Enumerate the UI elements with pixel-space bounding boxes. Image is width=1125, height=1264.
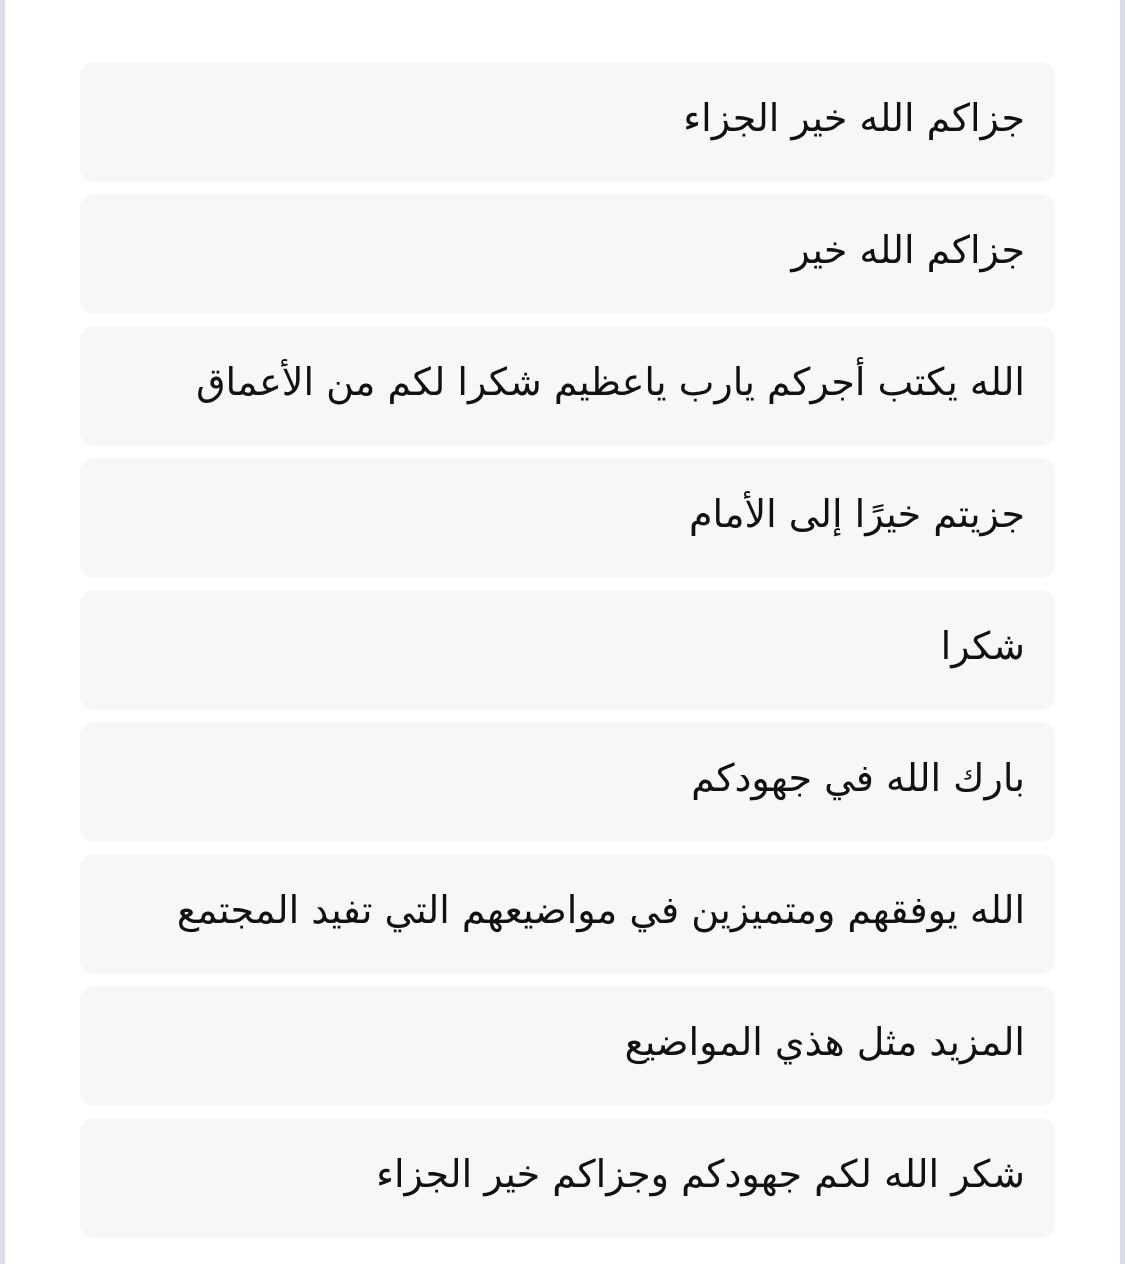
suggestion-chip[interactable]	[80, 986, 1055, 1106]
suggestion-panel	[5, 0, 1120, 1264]
suggestion-text: بارك الله في جهودكم	[691, 756, 1025, 800]
suggestion-text: الله يوفقهم ومتميزين في مواضيعهم التي تفيد المجتمع	[176, 888, 1025, 932]
suggestion-chip[interactable]	[80, 62, 1055, 182]
suggestion-text: شكر الله لكم جهودكم وجزاكم خير الجزاء	[376, 1152, 1025, 1196]
suggestion-text: جزاكم الله خير الجزاء	[683, 96, 1025, 140]
suggestion-chip[interactable]	[80, 458, 1055, 578]
suggestion-chip[interactable]	[80, 326, 1055, 446]
suggestion-text: الله يكتب أجركم يارب ياعظيم شكرا لكم من الأعماق	[196, 360, 1025, 404]
suggestion-text: شكرا	[940, 624, 1025, 668]
suggestion-text: جزاكم الله خير	[791, 228, 1025, 272]
suggestion-chip[interactable]	[80, 1118, 1055, 1238]
suggestion-chip[interactable]	[80, 854, 1055, 974]
suggestion-chip[interactable]	[80, 590, 1055, 710]
suggestion-text: المزيد مثل هذي المواضيع	[624, 1020, 1025, 1064]
suggestion-list	[80, 62, 1055, 1238]
suggestion-chip[interactable]	[80, 194, 1055, 314]
suggestion-text: جزيتم خيرًا إلى الأمام	[688, 492, 1025, 536]
suggestion-chip[interactable]	[80, 722, 1055, 842]
